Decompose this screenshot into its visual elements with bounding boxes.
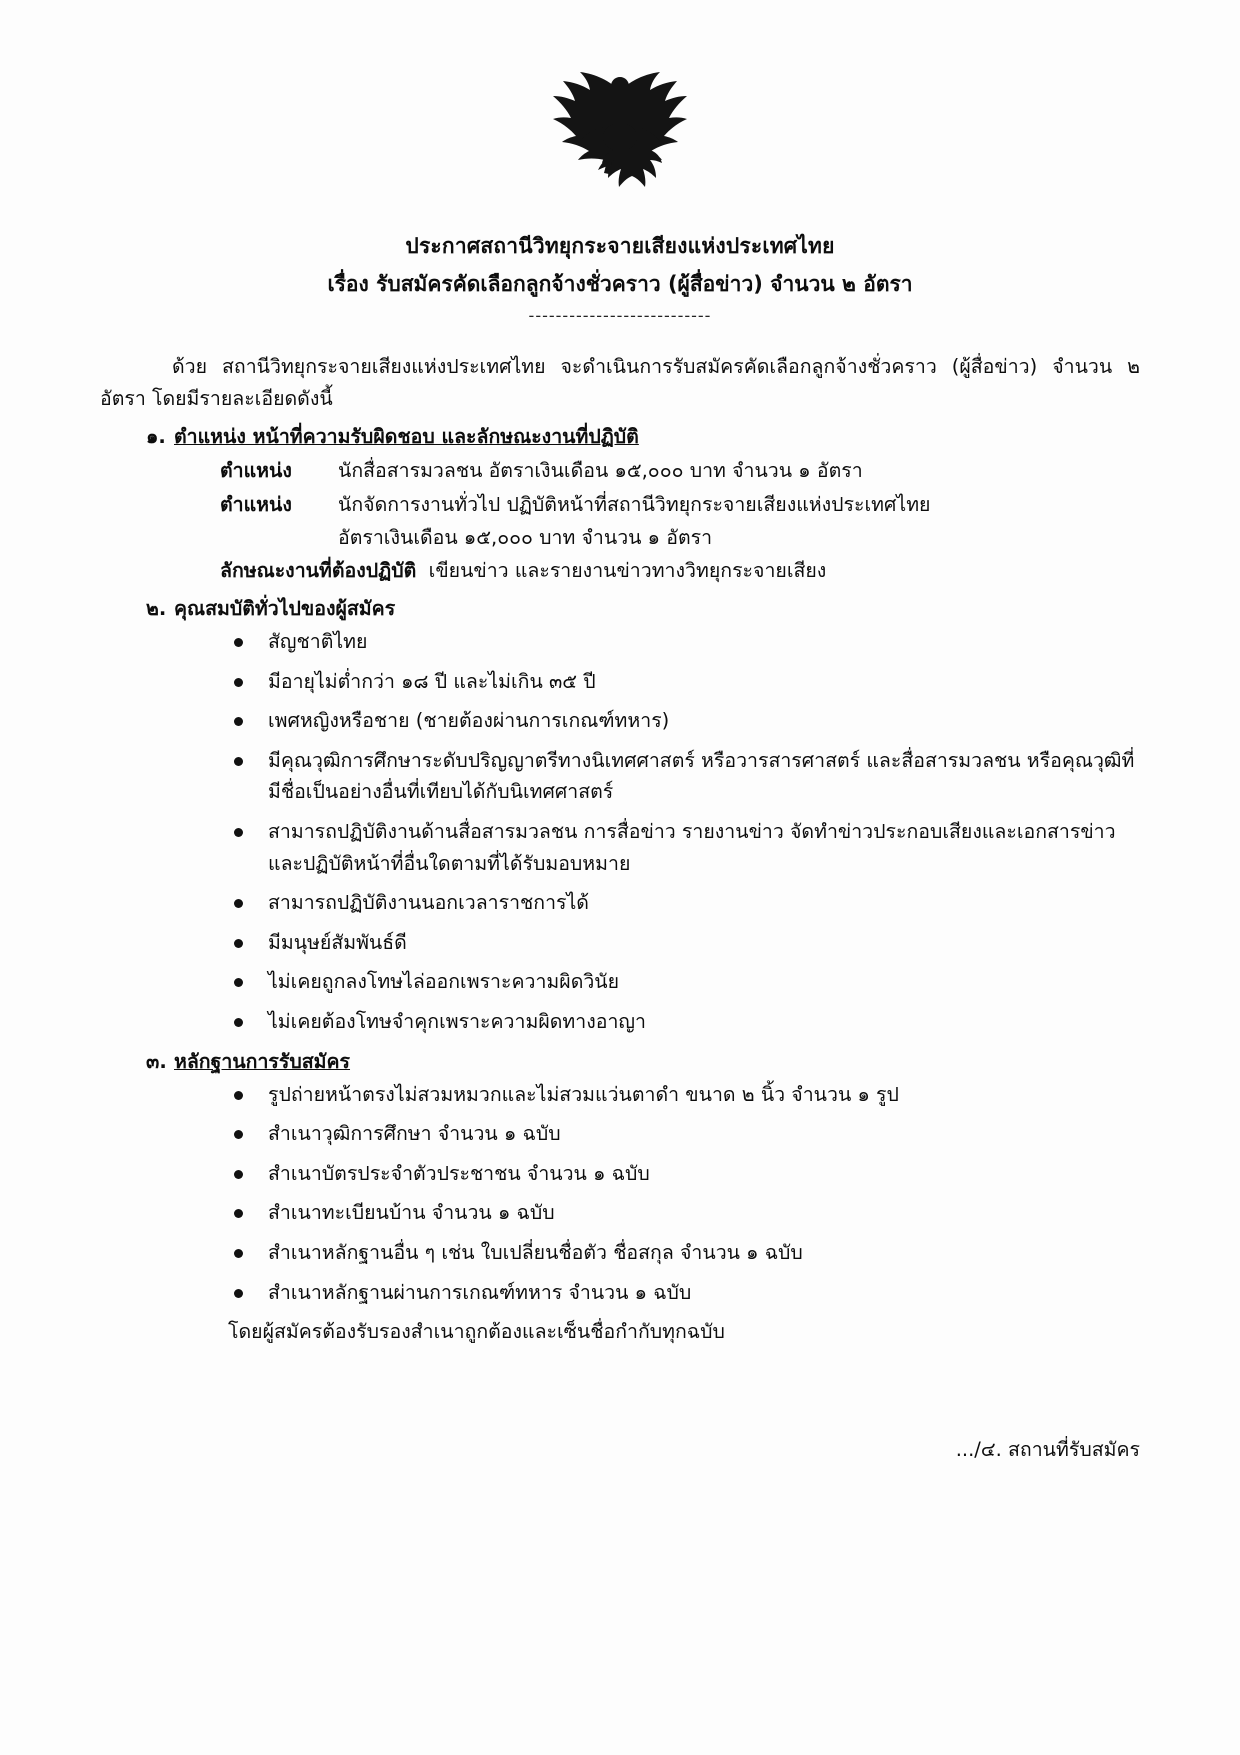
- section-3-title: หลักฐานการรับสมัคร: [174, 1049, 351, 1073]
- list-item: ไม่เคยต้องโทษจำคุกเพราะความผิดทางอาญา: [228, 1006, 1140, 1038]
- list-item: สำเนาวุฒิการศึกษา จำนวน ๑ ฉบับ: [228, 1118, 1140, 1150]
- list-item: มีคุณวุฒิการศึกษาระดับปริญญาตรีทางนิเทศศาสตร์ หรือวารสารศาสตร์ และสื่อสารมวลชน หรือคุณวุฒิที่มีชื่อเป็นอย่างอื่นที่เทียบได้กับนิเทศศาสตร์: [228, 745, 1140, 808]
- list-item: เพศหญิงหรือชาย (ชายต้องผ่านการเกณฑ์ทหาร): [228, 705, 1140, 737]
- section-2-title: คุณสมบัติทั่วไปของผู้สมัคร: [174, 596, 396, 620]
- list-item: สัญชาติไทย: [228, 626, 1140, 658]
- list-item: มีมนุษย์สัมพันธ์ดี: [228, 927, 1140, 959]
- list-item: สำเนาบัตรประจำตัวประชาชน จำนวน ๑ ฉบับ: [228, 1158, 1140, 1190]
- list-item: สามารถปฏิบัติงานนอกเวลาราชการได้: [228, 887, 1140, 919]
- position-label-2: ตำแหน่ง: [220, 492, 292, 516]
- page-continuation-note: .../๔. สถานที่รับสมัคร: [955, 1438, 1140, 1461]
- list-item: สำเนาทะเบียนบ้าน จำนวน ๑ ฉบับ: [228, 1197, 1140, 1229]
- divider: ---------------------------: [528, 305, 712, 325]
- list-item: มีอายุไม่ต่ำกว่า ๑๘ ปี และไม่เกิน ๓๕ ปี: [228, 666, 1140, 698]
- list-item: สามารถปฏิบัติงานด้านสื่อสารมวลชน การสื่อข่าว รายงานข่าว จัดทำข่าวประกอบเสียงและเอกสารข่าว และปฏิบัติหน้าที่อื่นใดตามที่ได้รับมอบหมาย: [228, 816, 1140, 879]
- list-item: ไม่เคยถูกลงโทษไล่ออกเพราะความผิดวินัย: [228, 966, 1140, 998]
- section-1: [100, 421, 1140, 587]
- section-3: [100, 1046, 1140, 1348]
- position-line-2: [220, 488, 1140, 521]
- duty-label: ลักษณะงานที่ต้องปฏิบัติ: [220, 558, 417, 582]
- intro-paragraph: ด้วย สถานีวิทยุกระจายเสียงแห่งประเทศไทย จะดำเนินการรับสมัครคัดเลือกลูกจ้างชั่วคราว (ผู้สื่อข่าว) จำนวน ๒ อัตรา โดยมีรายละเอียดดังนี้: [100, 354, 1140, 411]
- position-salary-line: อัตราเงินเดือน ๑๕,๐๐๐ บาท จำนวน ๑ อัตรา: [338, 525, 713, 549]
- list-item: สำเนาหลักฐานผ่านการเกณฑ์ทหาร จำนวน ๑ ฉบับ: [228, 1277, 1140, 1309]
- section-1-heading: [100, 421, 1140, 452]
- section-1-body: [100, 454, 1140, 587]
- section-1-number: ๑.: [146, 425, 166, 449]
- section-3-heading: [100, 1046, 1140, 1077]
- section-2-number: ๒.: [146, 596, 167, 620]
- list-item: รูปถ่ายหน้าตรงไม่สวมหมวกและไม่สวมแว่นตาดำ ขนาด ๒ นิ้ว จำนวน ๑ รูป: [228, 1079, 1140, 1111]
- duty-text: เขียนข่าว และรายงานข่าวทางวิทยุกระจายเสียง: [428, 558, 827, 582]
- position-text-2: นักจัดการงานทั่วไป ปฏิบัติหน้าที่สถานีวิทยุกระจายเสียงแห่งประเทศไทย: [338, 492, 931, 516]
- position-text-1: นักสื่อสารมวลชน อัตราเงินเดือน ๑๕,๐๐๐ บาท จำนวน ๑ อัตรา: [338, 459, 863, 483]
- garuda-emblem: [540, 65, 700, 215]
- duty-line: [220, 554, 1140, 587]
- section-2-heading: [100, 593, 1140, 624]
- documents-list: [100, 1079, 1140, 1308]
- list-item: สำเนาหลักฐานอื่น ๆ เช่น ใบเปลี่ยนชื่อตัว ชื่อสกุล จำนวน ๑ ฉบับ: [228, 1237, 1140, 1269]
- section-3-number: ๓.: [146, 1049, 167, 1073]
- section-2: [100, 593, 1140, 1038]
- page-subtitle: เรื่อง รับสมัครคัดเลือกลูกจ้างชั่วคราว (ผู้สื่อข่าว) จำนวน ๒ อัตรา: [327, 272, 913, 297]
- position-label-1: ตำแหน่ง: [220, 459, 292, 483]
- qualifications-list: [100, 626, 1140, 1037]
- position-line-1: [220, 454, 1140, 487]
- section-1-title: ตำแหน่ง หน้าที่ความรับผิดชอบ และลักษณะงานที่ปฏิบัติ: [174, 425, 639, 449]
- emblem-container: [100, 65, 1140, 215]
- page-title: ประกาศสถานีวิทยุกระจายเสียงแห่งประเทศไทย: [405, 234, 835, 258]
- documents-note: โดยผู้สมัครต้องรับรองสำเนาถูกต้องและเซ็นชื่อกำกับทุกฉบับ: [228, 1320, 725, 1344]
